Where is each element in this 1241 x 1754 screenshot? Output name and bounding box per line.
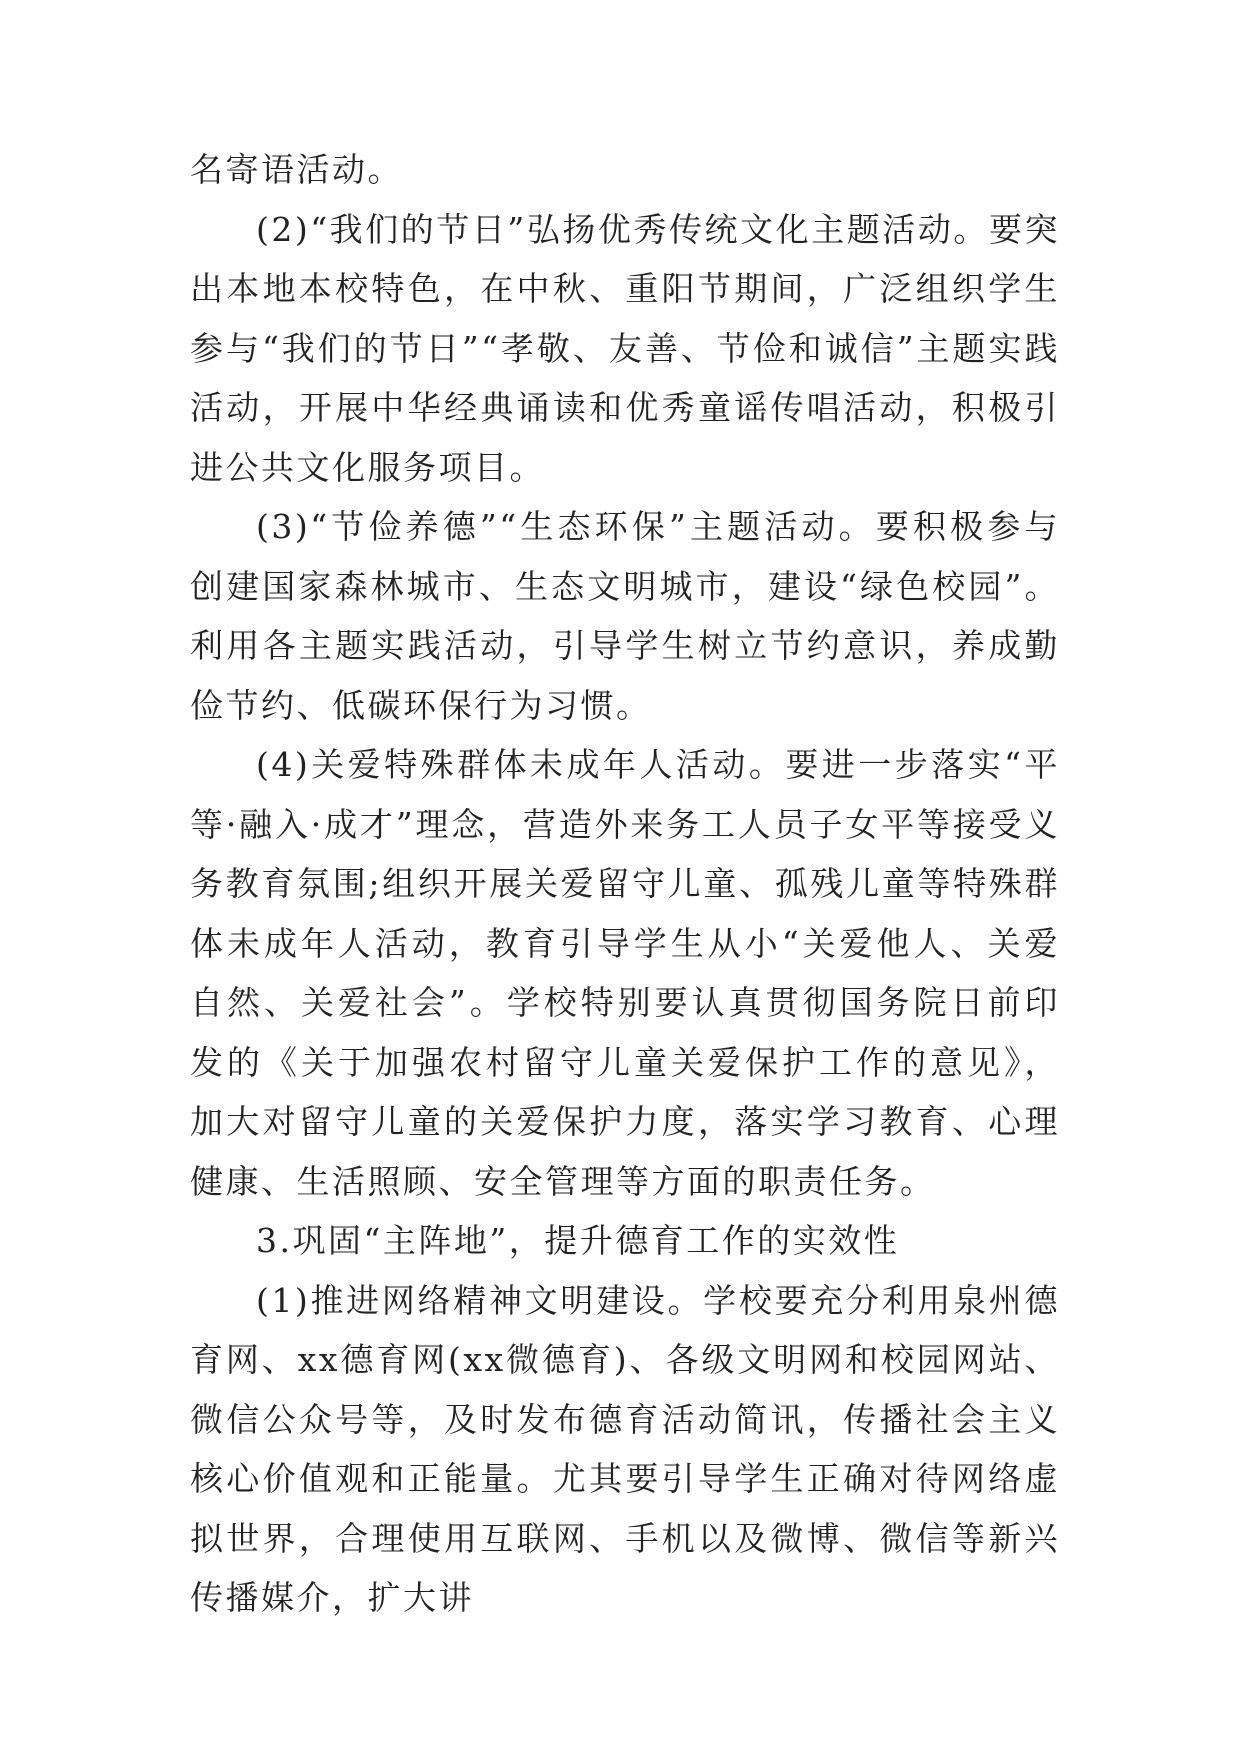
- paragraph-special-groups: (4)关爱特殊群体未成年人活动。要进一步落实“平等·融入·成才”理念，营造外来务工人员子女平等接受义务教育氛围;组织开展关爱留守儿童、孤残儿童等特殊群体未成年人活动，教育引导学生从小“关爱他人、关爱自然、关爱社会”。学校特别要认真贯彻国务院日前印发的《关于加强农村留守儿童关爱保护工作的意见》，加大对留守儿童的关爱保护力度，落实学习教育、心理健康、生活照顾、安全管理等方面的职责任务。: [190, 745, 1060, 1201]
- paragraph-festival-activity: (2)“我们的节日”弘扬优秀传统文化主题活动。要突出本地本校特色，在中秋、重阳节期间，广泛组织学生参与“我们的节日”“孝敬、友善、节俭和诚信”主题实践活动，开展中华经典诵读和优秀童谣传唱活动，积极引进公共文化服务项目。: [190, 209, 1060, 487]
- paragraph-network-civilization: (1)推进网络精神文明建设。学校要充分利用泉州德育网、xx德育网(xx微德育)、各级文明网和校园网站、微信公众号等，及时发布德育活动简讯，传播社会主义核心价值观和正能量。尤其要引导学生正确对待网络虚拟世界，合理使用互联网、手机以及微博、微信等新兴传播媒介，扩大讲: [190, 1280, 1060, 1617]
- paragraph-continuation: 名寄语活动。: [190, 150, 403, 189]
- document-body: [190, 140, 1060, 1628]
- paragraph-frugality-ecology: (3)“节俭养德”“生态环保”主题活动。要积极参与创建国家森林城市、生态文明城市，建设“绿色校园”。利用各主题实践活动，引导学生树立节约意识，养成勤俭节约、低碳环保行为习惯。: [190, 507, 1060, 725]
- section-heading: 3.巩固“主阵地”，提升德育工作的实效性: [256, 1221, 900, 1260]
